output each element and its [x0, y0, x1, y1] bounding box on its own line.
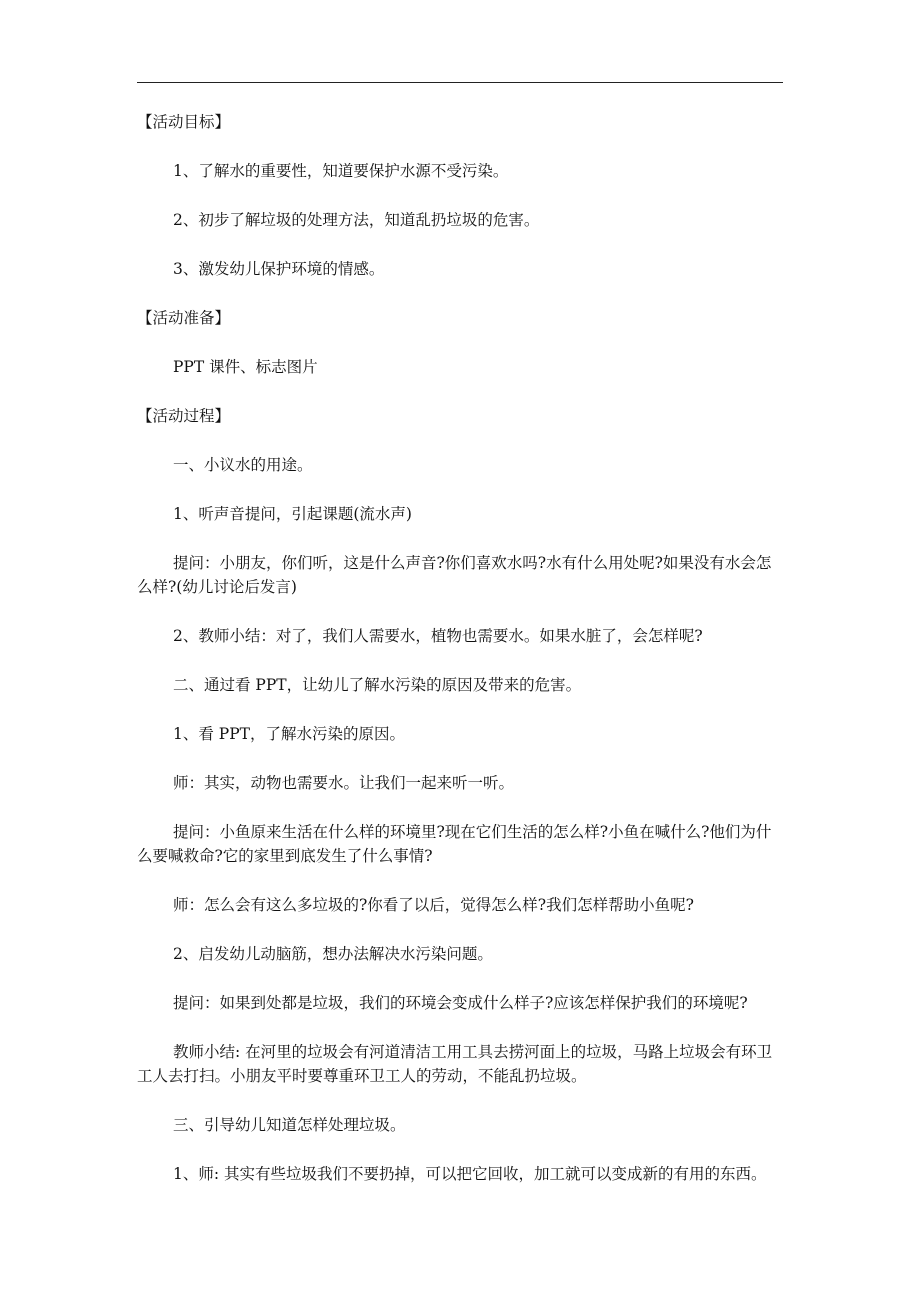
section-heading-preparation: 【活动准备】 — [137, 309, 231, 327]
process-paragraph: 师：怎么会有这么多垃圾的?你看了以后，觉得怎么样?我们怎样帮助小鱼呢? — [173, 896, 694, 914]
preparation-materials: PPT 课件、标志图片 — [173, 358, 318, 376]
goal-item-2: 2、初步了解垃圾的处理方法，知道乱扔垃圾的危害。 — [173, 211, 540, 229]
process-paragraph: 提问：小朋友，你们听，这是什么声音?你们喜欢水吗?水有什么用处呢?如果没有水会怎么样?(幼儿讨论后发言) — [137, 554, 772, 596]
process-paragraph: 提问：小鱼原来生活在什么样的环境里?现在它们生活的怎么样?小鱼在喊什么?他们为什么要喊救命?它的家里到底发生了什么事情? — [137, 823, 772, 865]
header-rule — [137, 82, 783, 83]
process-paragraph: 2、教师小结：对了，我们人需要水，植物也需要水。如果水脏了，会怎样呢? — [173, 627, 703, 645]
process-paragraph: 1、看 PPT，了解水污染的原因。 — [173, 725, 405, 743]
process-paragraph: 2、启发幼儿动脑筋，想办法解决水污染问题。 — [173, 945, 493, 963]
section-heading-goals: 【活动目标】 — [137, 113, 231, 131]
process-step-1: 一、小议水的用途。 — [173, 456, 313, 474]
process-paragraph: 提问：如果到处都是垃圾，我们的环境会变成什么样子?应该怎样保护我们的环境呢? — [173, 994, 748, 1012]
process-paragraph: 师：其实，动物也需要水。让我们一起来听一听。 — [173, 774, 515, 792]
process-paragraph: 1、听声音提问，引起课题(流水声) — [173, 505, 412, 523]
document-body — [137, 110, 783, 1211]
process-step-3: 三、引导幼儿知道怎样处理垃圾。 — [173, 1116, 406, 1134]
goal-item-3: 3、激发幼儿保护环境的情感。 — [173, 260, 385, 278]
process-paragraph: 1、师: 其实有些垃圾我们不要扔掉，可以把它回收，加工就可以变成新的有用的东西。 — [173, 1165, 767, 1183]
process-step-2: 二、通过看 PPT，让幼儿了解水污染的原因及带来的危害。 — [173, 676, 582, 694]
goal-item-1: 1、了解水的重要性，知道要保护水源不受污染。 — [173, 162, 509, 180]
section-heading-process: 【活动过程】 — [137, 407, 231, 425]
process-paragraph: 教师小结: 在河里的垃圾会有河道清洁工用工具去捞河面上的垃圾，马路上垃圾会有环卫工人去打扫。小朋友平时要尊重环卫工人的劳动，不能乱扔垃圾。 — [137, 1043, 773, 1085]
